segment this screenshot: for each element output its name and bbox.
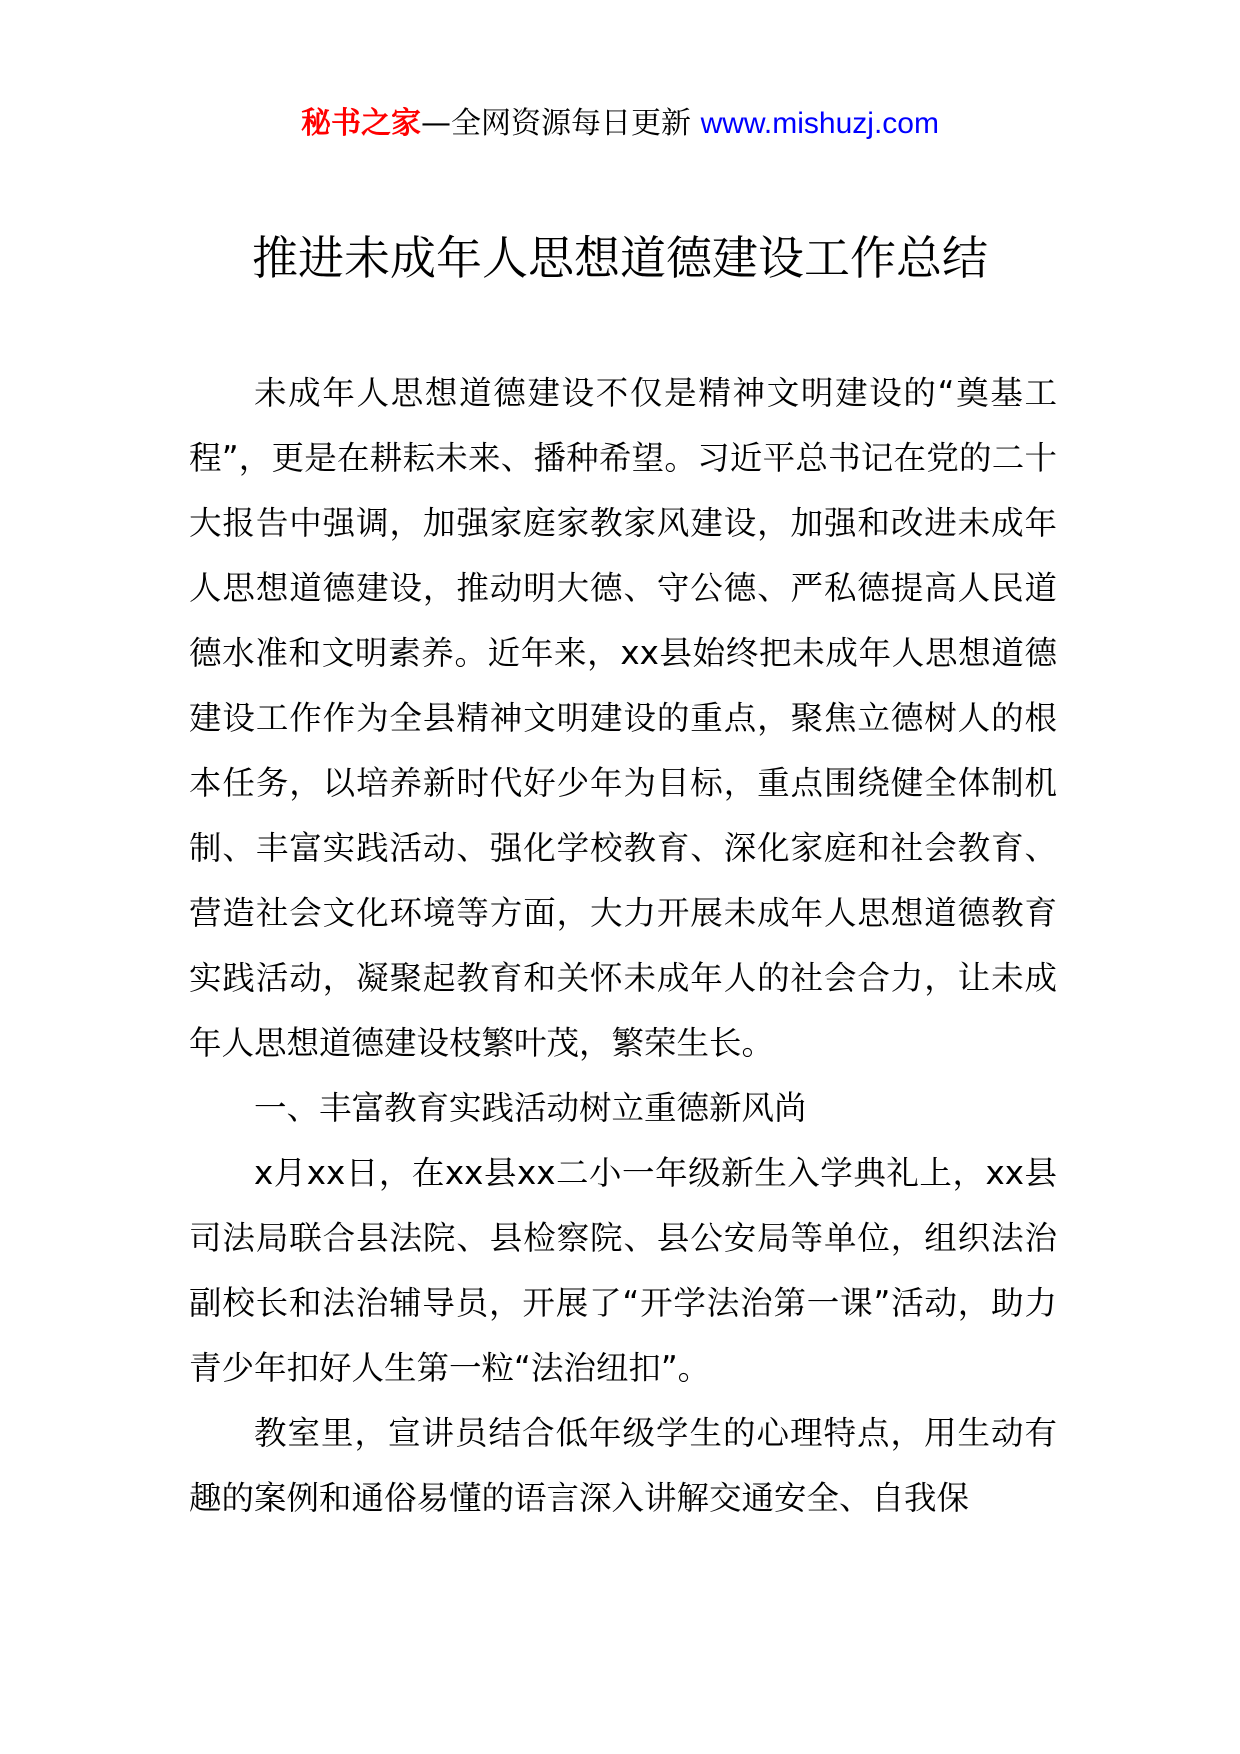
document-body bbox=[189, 361, 1057, 1531]
site-banner bbox=[0, 100, 1240, 148]
banner-tagline: —全网资源每日更新 bbox=[421, 106, 692, 141]
body-paragraph: 教室里，宣讲员结合低年级学生的心理特点，用生动有趣的案例和通俗易懂的语言深入讲解交通安全、自我保 bbox=[189, 1414, 1057, 1517]
document-title: 推进未成年人思想道德建设工作总结 bbox=[252, 231, 988, 285]
intro-paragraph: 未成年人思想道德建设不仅是精神文明建设的“奠基工程”，更是在耕耘未来、播种希望。习近平总书记在党的二十大报告中强调，加强家庭家教家风建设，加强和改进未成年人思想道德建设，推动明大德、守公德、严私德提高人民道德水准和文明素养。近年来，xx县始终把未成年人思想道德建设工作作为全县精神文明建设的重点，聚焦立德树人的根本任务，以培养新时代好少年为目标，重点围绕健全体制机制、丰富实践活动、强化学校教育、深化家庭和社会教育、营造社会文化环境等方面，大力开展未成年人思想道德教育实践活动，凝聚起教育和关怀未成年人的社会合力，让未成年人思想道德建设枝繁叶茂，繁荣生长。 bbox=[189, 374, 1057, 1062]
section-heading: 一、丰富教育实践活动树立重德新风尚 bbox=[254, 1089, 807, 1127]
site-url-link[interactable]: www.mishuzj.com bbox=[700, 107, 939, 140]
body-paragraph: x月xx日，在xx县xx二小一年级新生入学典礼上，xx县司法局联合县法院、县检察院、县公安局等单位，组织法治副校长和法治辅导员，开展了“开学法治第一课”活动，助力青少年扣好人生第一粒“法治纽扣”。 bbox=[189, 1154, 1057, 1387]
brand-name: 秘书之家 bbox=[301, 106, 422, 141]
